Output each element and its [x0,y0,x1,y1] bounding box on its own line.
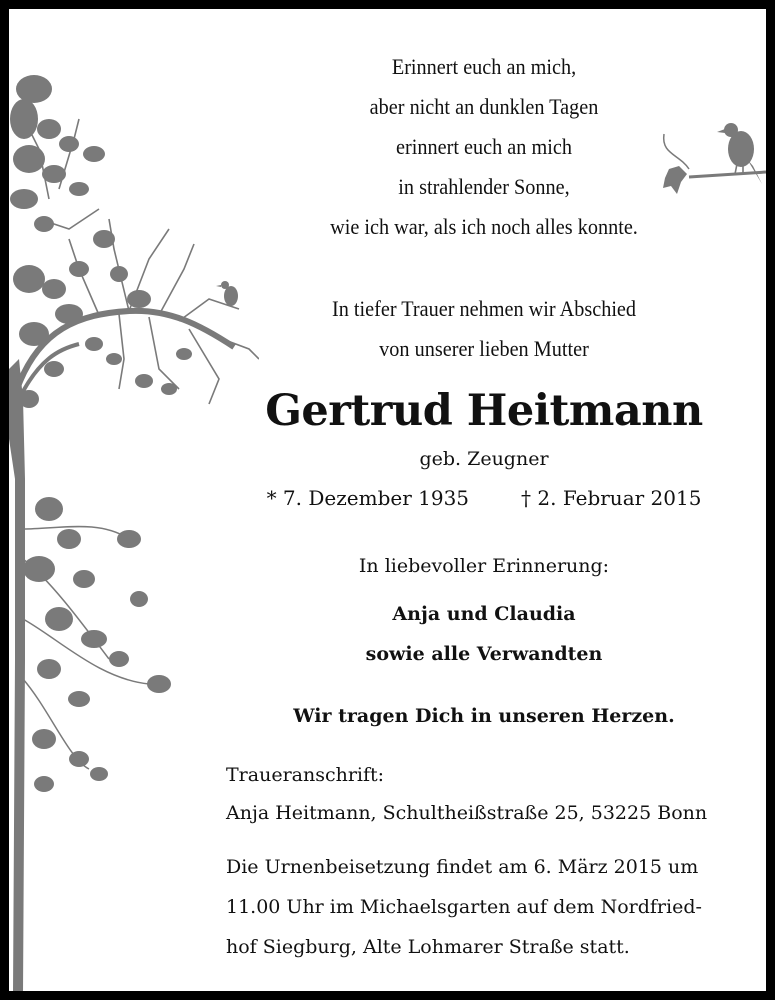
intro-line: von unserer lieben Mutter [379,336,589,361]
burial-line: hof Siegburg, Alte Lohmarer Straße statt. [226,936,630,958]
tree-silhouette-icon [9,59,259,991]
intro-line: In tiefer Trauer nehmen wir Abschied [331,296,637,321]
poem-line: wie ich war, als ich noch alles konnte. [330,214,638,239]
death-date: † 2. Februar 2015 [521,486,702,510]
family-names [219,594,749,674]
poem-line: Erinnert euch an mich, [391,54,577,79]
address-label: Traueranschrift: [226,764,385,786]
obituary-notice [9,9,766,991]
intro-text [240,289,728,369]
poem-line: in strahlender Sonne, [398,174,570,199]
birth-date: * 7. Dezember 1935 [266,486,470,510]
family-line: Anja und Claudia [392,603,576,625]
poem-line: aber nicht an dunklen Tagen [369,94,599,119]
poem-line: erinnert euch an mich [396,134,572,159]
memory-heading: In liebevoller Erinnerung: [358,555,610,577]
family-line: sowie alle Verwandten [365,643,603,665]
poem [240,47,728,247]
address-value: Anja Heitmann, Schultheißstraße 25, 53225 Bonn [226,802,708,824]
deceased-name: Gertrud Heitmann [265,386,703,436]
closing-line: Wir tragen Dich in unseren Herzen. [293,705,675,727]
burial-line: Die Urnenbeisetzung findet am 6. März 2015 um [226,856,699,878]
life-dates [219,485,749,511]
burial-info [226,847,746,967]
burial-line: 11.00 Uhr im Michaelsgarten auf dem Nordfried- [226,896,702,918]
maiden-name: geb. Zeugner [419,448,549,470]
